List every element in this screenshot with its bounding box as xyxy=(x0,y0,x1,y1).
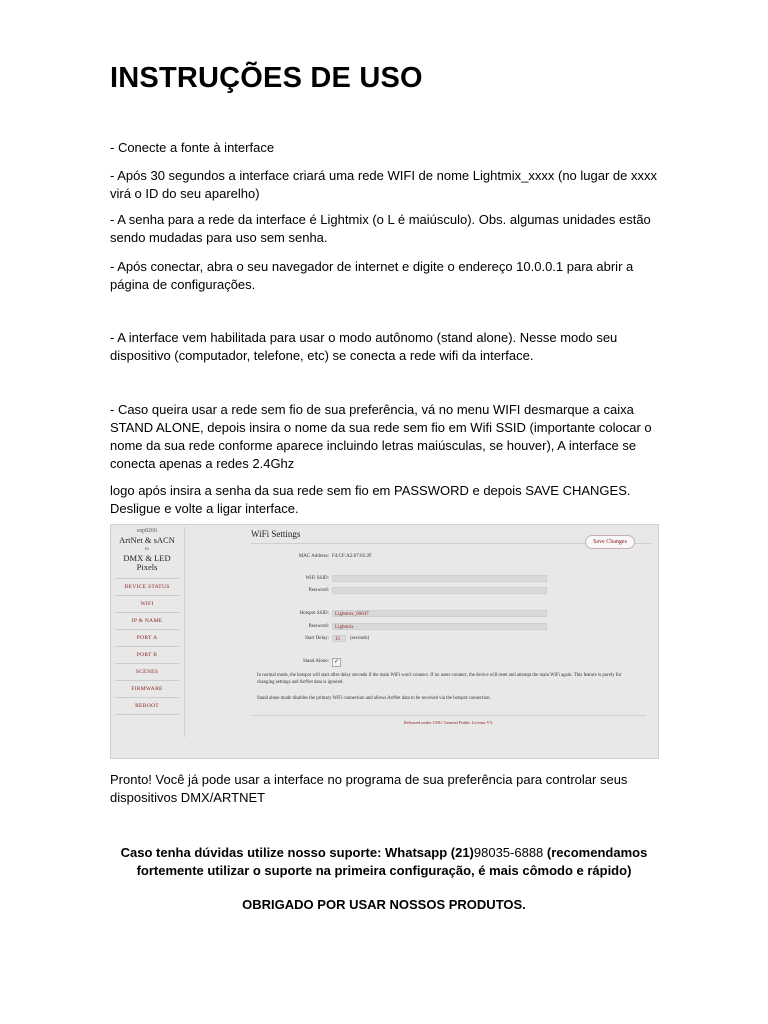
license-text: Released under GNU General Public License V3. xyxy=(403,720,494,725)
menu-item-scenes[interactable]: SCENES xyxy=(115,663,179,680)
mac-address-label: MAC Address: xyxy=(298,554,329,559)
support-phone: 98035-6888 xyxy=(473,845,544,860)
menu-item-firmware[interactable]: FIRMWARE xyxy=(115,680,179,697)
stand-alone-label: Stand Alone: xyxy=(303,659,329,664)
step-wifi-network: - Após 30 segundos a interface criará uma rede WIFI de nome Lightmix_xxxx (no lugar de xxxx virá o ID do seu aparelho) xyxy=(110,168,657,201)
sidebar-divider xyxy=(184,527,185,737)
step-custom-network: - Caso queira usar a rede sem fio de sua preferência, vá no menu WIFI desmarque a caixa STAND ALONE, depois insira o nome da sua rede sem fio em Wifi SSID (importante colocar o nome da sua rede conforme aparece incluindo letras maiúsculas, se houver), A interface se conecta apenas a redes 2.4Ghz xyxy=(110,402,652,471)
menu-item-device-status[interactable]: DEVICE STATUS xyxy=(115,578,179,595)
settings-menu xyxy=(115,578,179,715)
logo-line: esp8266 xyxy=(137,528,157,534)
mac-address-value: F4:CF:A2:67:05:2F xyxy=(332,554,372,559)
page-title: INSTRUÇÕES DE USO xyxy=(110,62,423,94)
menu-item-ip-name[interactable]: IP & NAME xyxy=(115,612,179,629)
support-suffix: (recomendamos fortemente utilizar o suporte na primeira configuração, é mais cômodo e rápido) xyxy=(136,845,648,878)
hotspot-ssid-label: Hotspot SSID: xyxy=(299,611,329,616)
wifi-password-label: Password: xyxy=(308,588,329,593)
step-stand-alone-mode: - A interface vem habilitada para usar o modo autônomo (stand alone). Nesse modo seu dispositivo (computador, telefone, etc) se conecta a rede wifi da interface. xyxy=(110,330,618,363)
step-connect-power: - Conecte a fonte à interface xyxy=(110,140,275,155)
panel-title: WiFi Settings xyxy=(251,529,301,539)
start-delay-label: Start Delay: xyxy=(304,636,329,641)
step-open-browser: - Após conectar, abra o seu navegador de internet e digite o endereço 10.0.0.1 para abrir a página de configurações. xyxy=(110,259,634,292)
footer-divider xyxy=(251,715,646,716)
wifi-settings-screenshot xyxy=(110,524,659,759)
wifi-ssid-input[interactable] xyxy=(332,575,547,582)
thanks-message: OBRIGADO POR USAR NOSSOS PRODUTOS. xyxy=(242,897,526,912)
start-delay-unit: (seconds) xyxy=(350,636,370,641)
logo-line: to xyxy=(145,547,149,552)
menu-item-port-a[interactable]: PORT A xyxy=(115,629,179,646)
support-message xyxy=(110,844,658,880)
wifi-ssid-label: WiFi SSID: xyxy=(305,576,329,581)
menu-item-reboot[interactable]: REBOOT xyxy=(115,697,179,715)
save-changes-button[interactable]: Save Changes xyxy=(585,535,635,549)
stand-alone-note: Stand alone mode disables the primary WiFi connection and allows ArtNet data to be received via the hotspot connection. xyxy=(257,696,491,701)
support-prefix: Caso tenha dúvidas utilize nosso suporte: Whatsapp (21) xyxy=(120,845,474,860)
step-save-changes: logo após insira a senha da sua rede sem fio em PASSWORD e depois SAVE CHANGES. Desligue e volte a ligar interface. xyxy=(110,483,631,516)
hotspot-ssid-input[interactable]: Lightmix_00047 xyxy=(332,610,547,617)
logo-line: DMX & LED Pixels xyxy=(123,553,171,572)
hotspot-password-input[interactable]: Lightmix xyxy=(332,623,547,630)
logo-line: ArtNet & sACN xyxy=(119,535,175,545)
hotspot-mode-note: In normal mode, the hotspot will start after delay seconds if the main WiFi won't connect. If no users connect, the device will reset and attempt the main WiFi again. This feature is purely for changing settings and ArtNet data is ignored. xyxy=(257,673,622,685)
menu-item-wifi[interactable]: WIFI xyxy=(115,595,179,612)
device-logo xyxy=(115,527,179,572)
step-network-password: - A senha para a rede da interface é Lightmix (o L é maiúsculo). Obs. algumas unidades estão sendo mudadas para uso sem senha. xyxy=(110,212,651,245)
start-delay-input[interactable]: 15 xyxy=(332,635,346,642)
ready-message: Pronto! Você já pode usar a interface no programa de sua preferência para controlar seus dispositivos DMX/ARTNET xyxy=(110,772,628,805)
settings-sidebar xyxy=(115,527,179,715)
stand-alone-checkbox[interactable]: ✓ xyxy=(333,659,340,665)
menu-item-port-b[interactable]: PORT B xyxy=(115,646,179,663)
wifi-password-input[interactable] xyxy=(332,587,547,594)
wifi-settings-panel xyxy=(191,525,656,758)
hotspot-password-label: Password: xyxy=(308,624,329,629)
